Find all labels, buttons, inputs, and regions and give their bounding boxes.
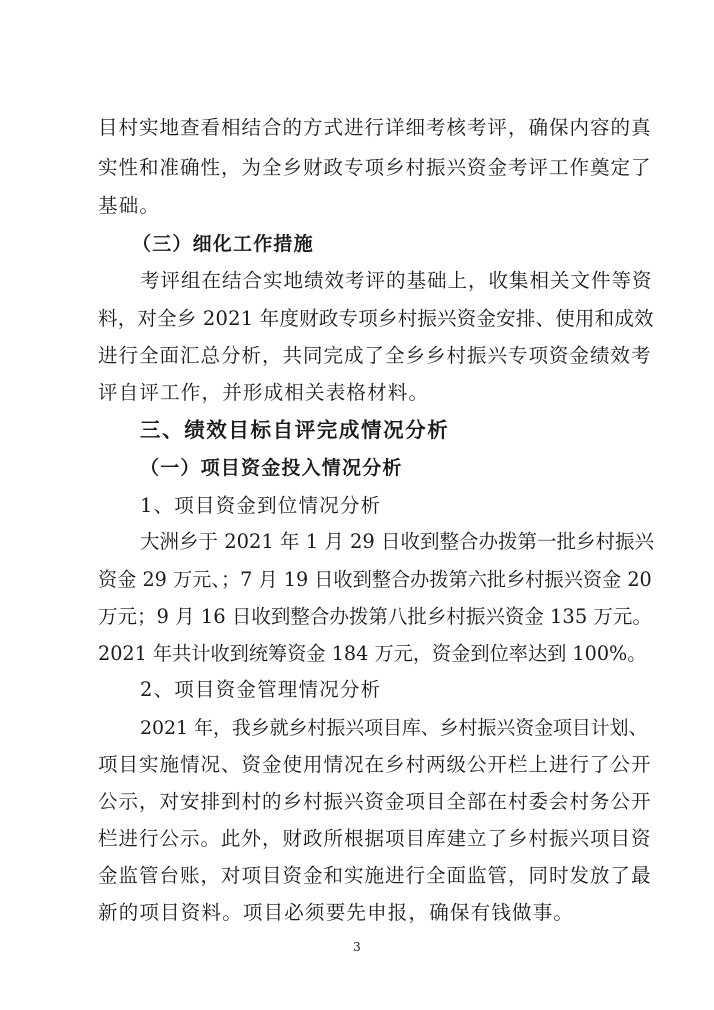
body-text-line: 大洲乡于 2021 年 1 月 29 日收到整合办拨第一批乡村振兴 (140, 530, 655, 553)
body-text-line: 目村实地查看相结合的方式进行详细考核考评，确保内容的真 (98, 116, 652, 139)
body-text-line: 评自评工作，并形成相关表格材料。 (98, 381, 430, 404)
body-text-line: 资金 29 万元、；7 月 19 日收到整合办拨第六批乡村振兴资金 20 (98, 568, 652, 591)
item-heading: 1、项目资金到位情况分析 (140, 494, 382, 517)
body-text-line: 公示，对安排到村的乡村振兴资金项目全部在村委会村务公开 (98, 790, 652, 813)
body-text-line: 2021 年，我乡就乡村振兴项目库、乡村振兴资金项目计划、 (140, 717, 648, 739)
item-heading: 2、项目资金管理情况分析 (140, 678, 382, 701)
subsection-heading: （一）项目资金投入情况分析 (140, 457, 403, 479)
body-text-line: 金监管台账，对项目资金和实施进行全面监管，同时发放了最 (98, 864, 652, 887)
body-text-line: 万元；9 月 16 日收到整合办拨第八批乡村振兴资金 135 万元。 (98, 605, 652, 628)
body-text-line: 考评组在结合实地绩效考评的基础上，收集相关文件等资 (140, 269, 653, 292)
page-number: 3 (353, 940, 361, 954)
body-text-line: 栏进行公示。此外，财政所根据项目库建立了乡村振兴项目资 (98, 827, 652, 850)
body-text-line: 新的项目资料。项目必须要先申报，确保有钱做事。 (98, 901, 575, 924)
body-text-line: 基础。 (98, 194, 161, 217)
body-text-line: 料，对全乡 2021 年度财政专项乡村振兴资金安排、使用和成效 (98, 307, 654, 330)
body-text-line: 进行全面汇总分析，共同完成了全乡乡村振兴专项资金绩效考 (98, 344, 652, 367)
body-text-line: 实性和准确性，为全乡财政专项乡村振兴资金考评工作奠定了 (98, 156, 652, 179)
body-text-line: 2021 年共计收到统筹资金 184 万元，资金到位率达到 100%。 (98, 642, 647, 665)
subsection-heading: （三）细化工作措施 (132, 233, 314, 255)
section-heading: 三、绩效目标自评完成情况分析 (140, 418, 450, 442)
body-text-line: 项目实施情况、资金使用情况在乡村两级公开栏上进行了公开 (98, 753, 652, 776)
